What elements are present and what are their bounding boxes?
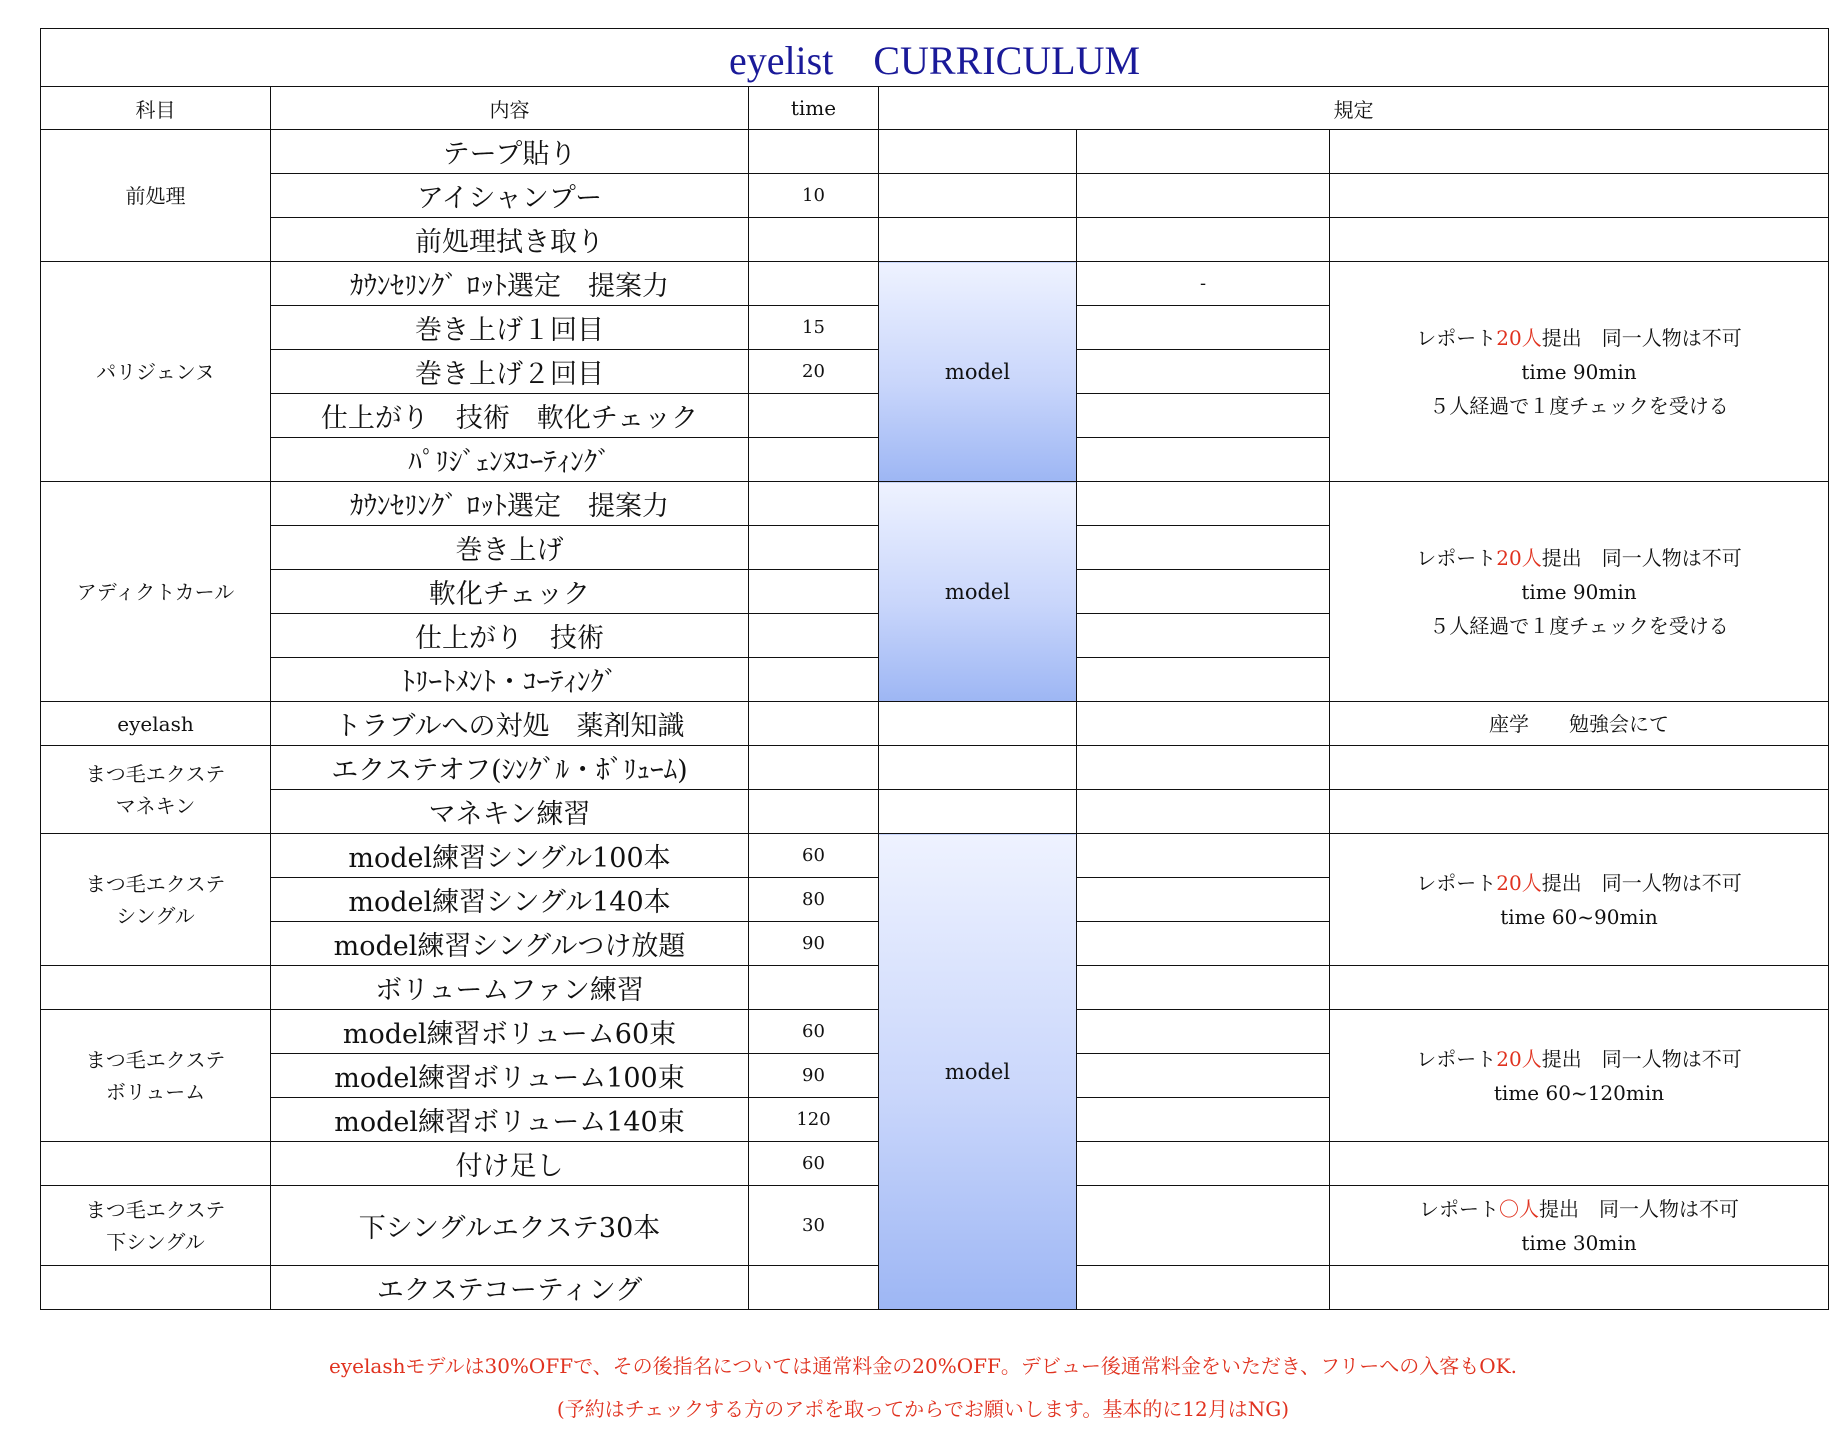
time-cell [749,1266,879,1310]
rule-volume [1330,1010,1829,1142]
content-cell: model練習ボリューム60束 [271,1010,749,1054]
footer-note: eyelashモデルは30%OFFで、その後指名については通常料金の20%OFF。デビュー後通常料金をいただき、フリーへの入客もOK. [329,1354,1517,1378]
time-cell: 60 [749,1142,879,1186]
report-rule: レポート〇人提出 同一人物は不可 [1419,1196,1739,1221]
time-cell [749,790,879,834]
subject-mannequin: まつ毛エクステ マネキン [41,746,271,834]
time-cell: 60 [749,1010,879,1054]
content-cell: 下シングルエクステ30本 [271,1186,749,1266]
empty-cell [1077,746,1330,790]
time-cell [749,482,879,526]
content-cell: エクステコーティング [271,1266,749,1310]
rule-eyelash: 座学 勉強会にて [1330,702,1829,746]
header-time: time [749,87,879,130]
subject-single: まつ毛エクステ シングル [41,834,271,966]
empty-cell [1330,966,1829,1010]
time-cell [749,746,879,790]
rule-parisienne [1330,262,1829,482]
content-cell: ﾄﾘｰﾄﾒﾝﾄ・ｺｰﾃｨﾝｸﾞ [271,658,749,702]
content-cell: 仕上がり 技術 軟化チェック [271,394,749,438]
report-rule: レポート20人提出 同一人物は不可 [1416,1046,1742,1071]
content-cell: ﾊﾟﾘｼﾞｪﾝﾇｺｰﾃｨﾝｸﾞ [271,438,749,482]
empty-subject [41,1142,271,1186]
time-cell [749,394,879,438]
time-cell: 90 [749,1054,879,1098]
content-cell: ボリュームファン練習 [271,966,749,1010]
time-cell: 15 [749,306,879,350]
empty-cell [1077,394,1330,438]
empty-cell [1330,1266,1829,1310]
report-rule: レポート20人提出 同一人物は不可 [1416,545,1742,570]
empty-cell [1077,174,1330,218]
content-cell: 巻き上げ１回目 [271,306,749,350]
empty-cell [1077,1054,1330,1098]
time-cell: 120 [749,1098,879,1142]
header-content: 内容 [271,87,749,130]
time-cell: 80 [749,878,879,922]
empty-cell [1077,1142,1330,1186]
content-cell: 巻き上げ２回目 [271,350,749,394]
empty-cell [1330,1142,1829,1186]
subject-lower: まつ毛エクステ 下シングル [41,1186,271,1266]
rule-single [1330,834,1829,966]
report-rule: レポート20人提出 同一人物は不可 [1416,870,1742,895]
time-rule: time 90min [1521,359,1637,384]
empty-cell [1077,438,1330,482]
content-cell: model練習シングルつけ放題 [271,922,749,966]
empty-cell [1077,1266,1330,1310]
empty-subject [41,1266,271,1310]
empty-cell [1077,1186,1330,1266]
header-subject: 科目 [41,87,271,130]
footer-note-reservation: (予約はチェックする方のアポを取ってからでお願いします。基本的に12月はNG) [556,1397,1290,1421]
empty-cell [1077,570,1330,614]
header-rules: 規定 [879,87,1829,130]
model-cell: model [879,482,1077,702]
content-cell: 付け足し [271,1142,749,1186]
content-cell: マネキン練習 [271,790,749,834]
time-cell [749,130,879,174]
empty-cell [1077,218,1330,262]
empty-cell [1077,1098,1330,1142]
empty-cell [1077,350,1330,394]
content-cell: model練習シングル140本 [271,878,749,922]
empty-cell [1077,702,1330,746]
dash-cell: - [1077,262,1330,306]
subject-parisienne: パリジェンヌ [41,262,271,482]
content-cell: エクステオフ(ｼﾝｸﾞﾙ・ﾎﾞﾘｭｰﾑ) [271,746,749,790]
content-cell: テープ貼り [271,130,749,174]
empty-cell [879,746,1077,790]
empty-cell [1077,834,1330,878]
time-cell [749,262,879,306]
time-cell: 20 [749,350,879,394]
empty-cell [1077,658,1330,702]
empty-subject [41,966,271,1010]
time-cell [749,526,879,570]
empty-cell [1077,966,1330,1010]
subject-eyelash: eyelash [41,702,271,746]
time-cell [749,570,879,614]
time-cell: 30 [749,1186,879,1266]
empty-cell [1077,1010,1330,1054]
time-cell: 10 [749,174,879,218]
empty-cell [879,174,1077,218]
time-cell: 60 [749,834,879,878]
time-rule: time 60~90min [1500,904,1658,929]
empty-cell [1330,130,1829,174]
empty-cell [1077,878,1330,922]
empty-cell [1330,174,1829,218]
report-rule: レポート20人提出 同一人物は不可 [1416,325,1742,350]
subject-pre: 前処理 [41,130,271,262]
empty-cell [1330,218,1829,262]
model-cell: model [879,834,1077,1310]
time-rule: time 60~120min [1493,1080,1665,1105]
check-rule: ５人経過で１度チェックを受ける [1429,613,1729,638]
empty-cell [879,702,1077,746]
empty-cell [749,702,879,746]
time-cell [749,658,879,702]
content-cell: ｶｳﾝｾﾘﾝｸﾞ ﾛｯﾄ選定 提案力 [271,482,749,526]
time-cell [749,614,879,658]
subject-volume: まつ毛エクステ ボリューム [41,1010,271,1142]
content-cell: アイシャンプー [271,174,749,218]
content-cell: 軟化チェック [271,570,749,614]
time-cell [749,438,879,482]
empty-cell [1077,306,1330,350]
empty-cell [1077,790,1330,834]
time-cell [749,966,879,1010]
content-cell: ｶｳﾝｾﾘﾝｸﾞ ﾛｯﾄ選定 提案力 [271,262,749,306]
subject-addict: アディクトカール [41,482,271,702]
time-rule: time 30min [1521,1230,1637,1255]
time-cell [749,218,879,262]
time-cell: 90 [749,922,879,966]
page-title: eyelist CURRICULUM [41,29,1829,87]
empty-cell [1077,614,1330,658]
empty-cell [1077,526,1330,570]
content-cell: トラブルへの対処 薬剤知識 [271,702,749,746]
content-cell: 仕上がり 技術 [271,614,749,658]
empty-cell [1330,790,1829,834]
empty-cell [1330,746,1829,790]
empty-cell [879,790,1077,834]
empty-cell [1077,482,1330,526]
content-cell: model練習シングル100本 [271,834,749,878]
empty-cell [879,218,1077,262]
empty-cell [879,130,1077,174]
empty-cell [1077,922,1330,966]
content-cell: 前処理拭き取り [271,218,749,262]
rule-addict [1330,482,1829,702]
check-rule: ５人経過で１度チェックを受ける [1429,393,1729,418]
content-cell: model練習ボリューム140束 [271,1098,749,1142]
empty-cell [1077,130,1330,174]
rule-lower [1330,1186,1829,1266]
curriculum-table [40,28,1829,1310]
model-cell: model [879,262,1077,482]
content-cell: 巻き上げ [271,526,749,570]
content-cell: model練習ボリューム100束 [271,1054,749,1098]
time-rule: time 90min [1521,579,1637,604]
